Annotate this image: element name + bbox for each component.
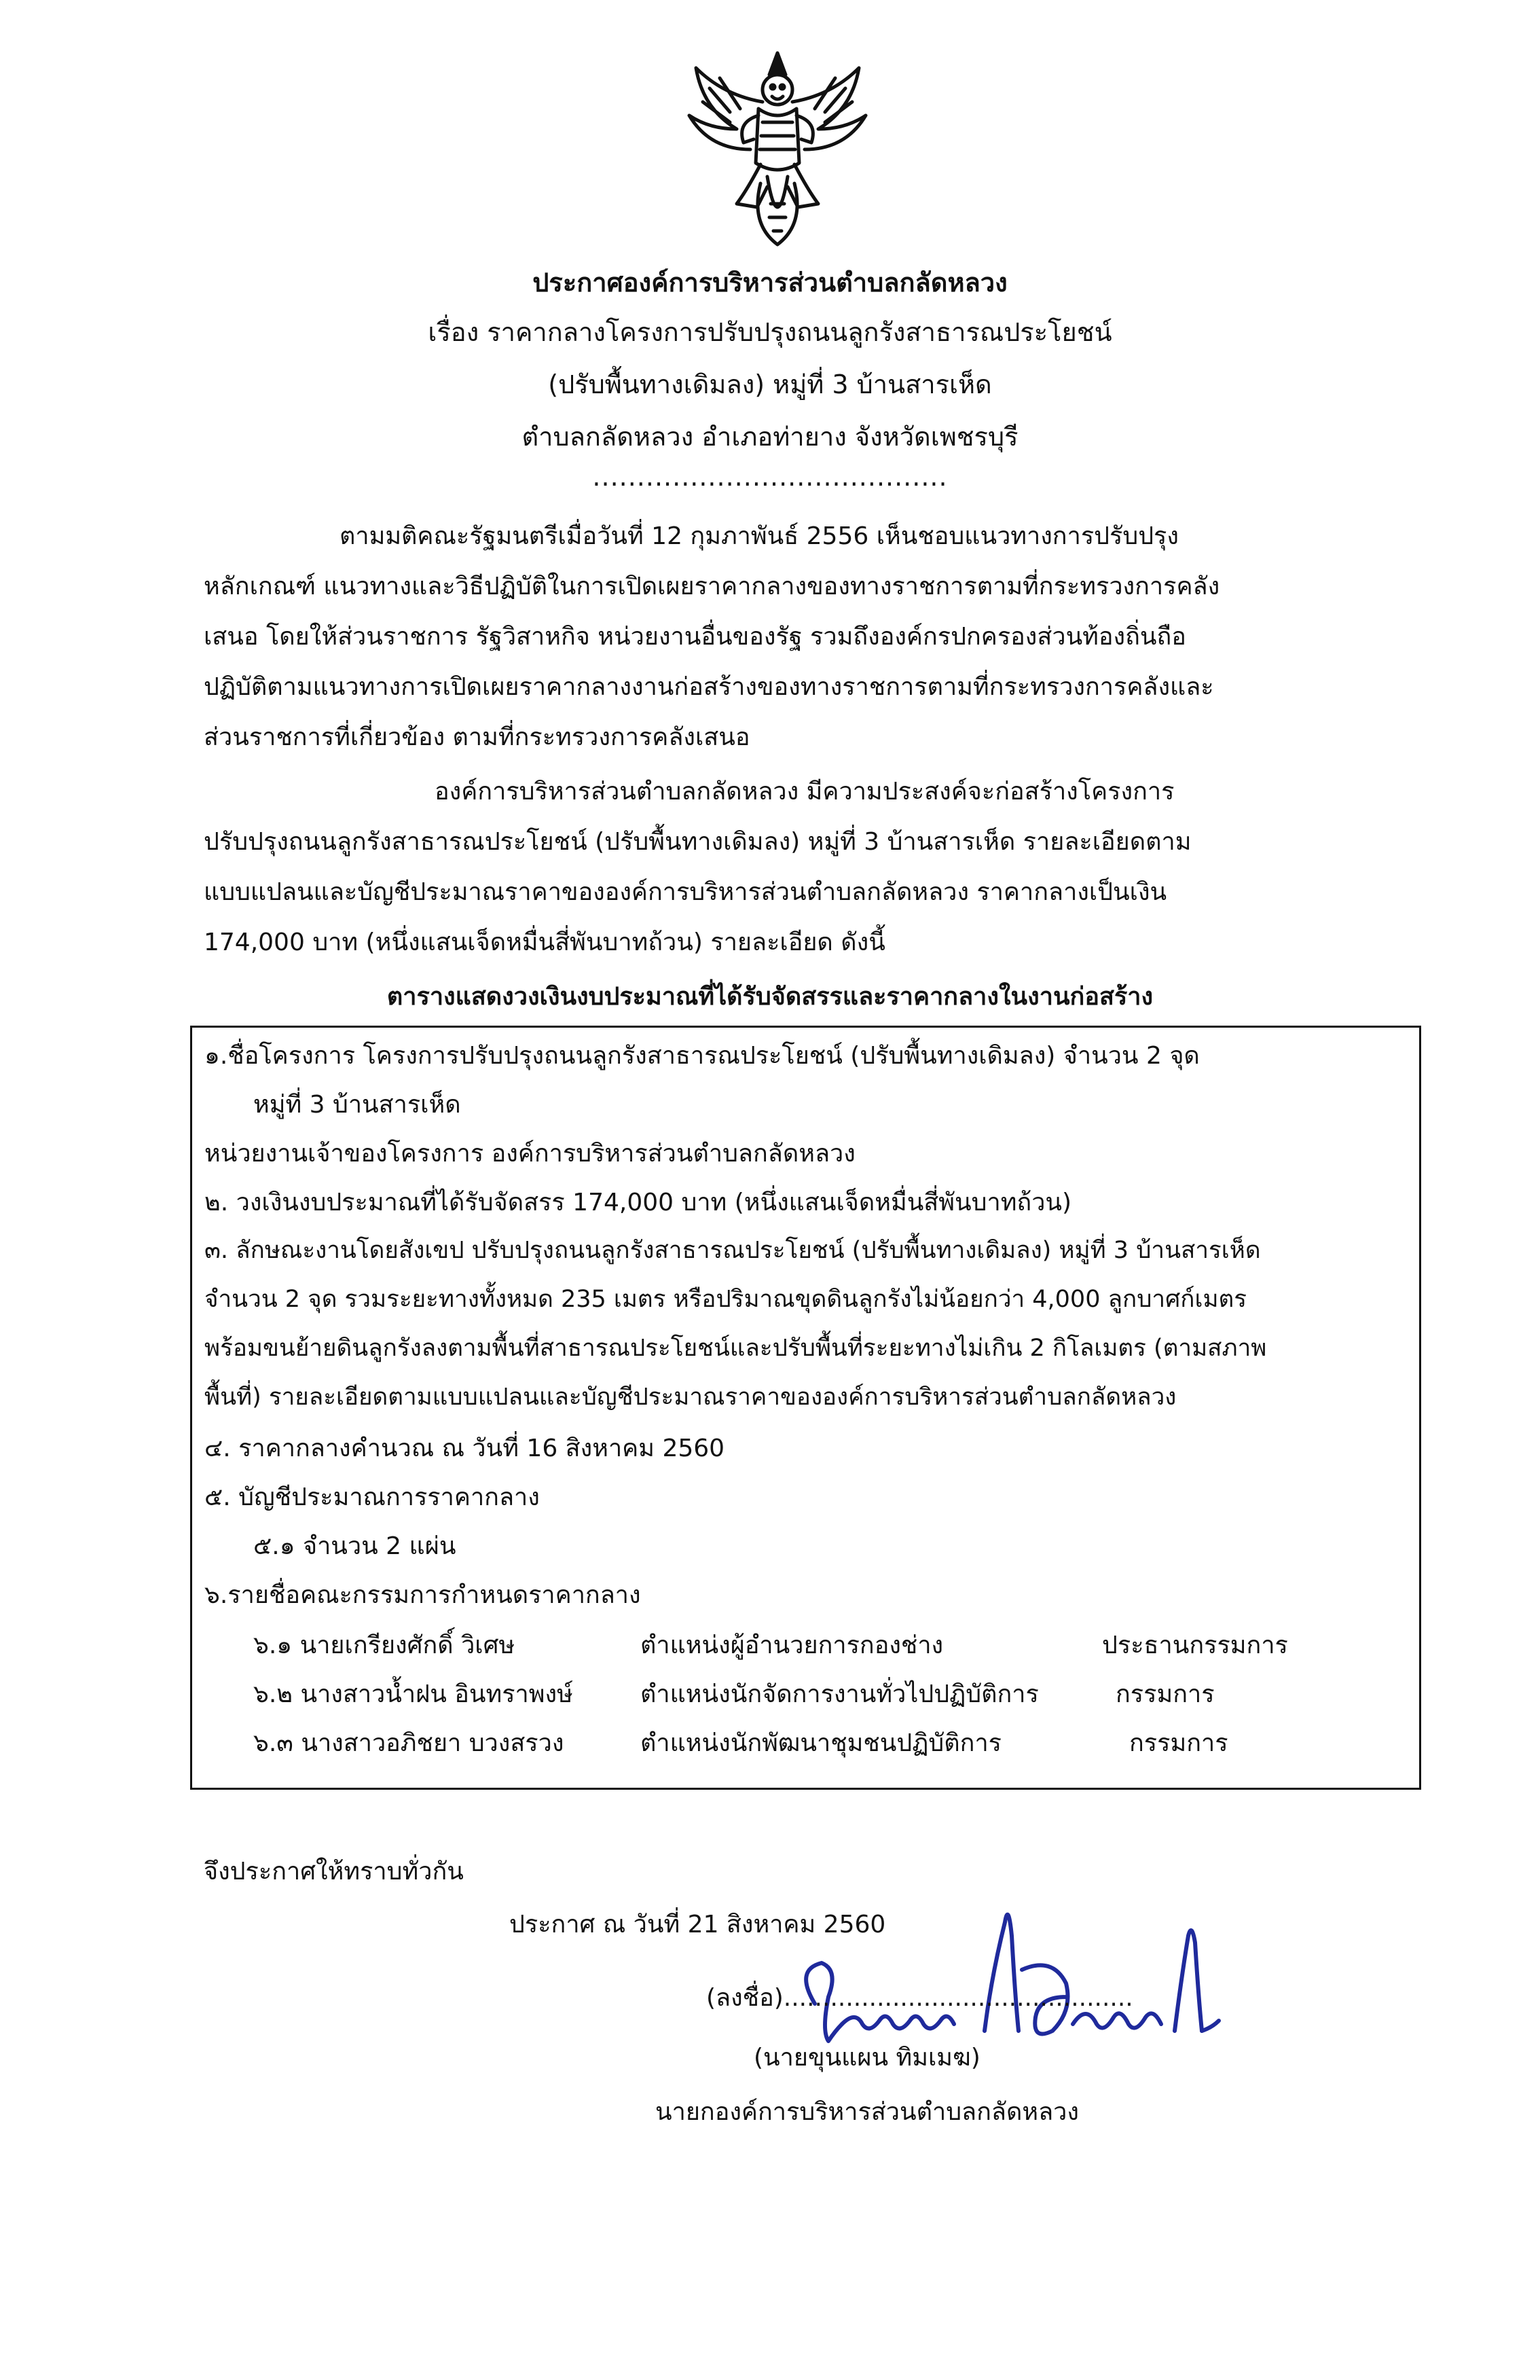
para1-line-3: เสนอ โดยให้ส่วนราชการ รัฐวิสาหกิจ หน่วยงานอื่นของรัฐ รวมถึงองค์กรปกครองส่วนท้องถิ่นถือ bbox=[204, 623, 1186, 651]
announce-date: ประกาศ ณ วันที่ 21 สิงหาคม 2560 bbox=[509, 1911, 886, 1939]
item5-1-sheets: ๕.๑ จำนวน 2 แผ่น bbox=[253, 1532, 456, 1560]
subject-line-2: (ปรับพื้นทางเดิมลง) หมู่ที่ 3 บ้านสารเห็ด bbox=[548, 369, 992, 399]
para2-line-3: แบบแปลนและบัญชีประมาณราคาขององค์การบริหารส่วนตำบลกลัดหลวง ราคากลางเป็นเงิน bbox=[204, 878, 1167, 906]
item3-line-3: พร้อมขนย้ายดินลูกรังลงตามพื้นที่สาธารณประโยชน์และปรับพื้นที่ระยะทางไม่เกิน 2 กิโลเมตร (ตามสภาพ bbox=[204, 1335, 1267, 1362]
para2-line-2: ปรับปรุงถนนลูกรังสาธารณประโยชน์ (ปรับพื้นทางเดิมลง) หมู่ที่ 3 บ้านสารเห็ด รายละเอียดตาม bbox=[204, 828, 1192, 856]
committee-member-role: ประธานกรรมการ bbox=[1102, 1631, 1288, 1659]
item3-line-2: จำนวน 2 จุด รวมระยะทางทั้งหมด 235 เมตร หรือปริมาณขุดดินลูกรังไม่น้อยกว่า 4,000 ลูกบาศก์เมตร bbox=[204, 1286, 1247, 1313]
committee-member-position: ตำแหน่งนักพัฒนาชุมชนปฏิบัติการ bbox=[640, 1729, 1002, 1757]
table-title: ตารางแสดงวงเงินงบประมาณที่ได้รับจัดสรรและราคากลางในงานก่อสร้าง bbox=[386, 983, 1154, 1011]
item4-calc-date: ๔. ราคากลางคำนวณ ณ วันที่ 16 สิงหาคม 2560 bbox=[204, 1435, 725, 1462]
subject-line-3: ตำบลกลัดหลวง อำเภอท่ายาง จังหวัดเพชรบุรี bbox=[521, 422, 1019, 452]
announce-text: จึงประกาศให้ทราบทั่วกัน bbox=[204, 1858, 464, 1886]
budget-table bbox=[190, 1026, 1421, 1790]
para1-line-4: ปฏิบัติตามแนวทางการเปิดเผยราคากลางงานก่อสร้างของทางราชการตามที่กระทรวงการคลังและ bbox=[204, 673, 1214, 701]
item1-line-2: หมู่ที่ 3 บ้านสารเห็ด bbox=[253, 1091, 461, 1119]
item3-line-4: พื้นที่) รายละเอียดตามแบบแปลนและบัญชีประมาณราคาขององค์การบริหารส่วนตำบลกลัดหลวง bbox=[204, 1384, 1177, 1411]
signature-line: (ลงชื่อ)............................................. bbox=[706, 1984, 1133, 2012]
committee-member-name: ๖.๑ นายเกรียงศักดิ์ วิเศษ bbox=[253, 1631, 515, 1659]
committee-member-name: ๖.๒ นางสาวน้ำฝน อินทราพงษ์ bbox=[253, 1680, 573, 1708]
item6-committee: ๖.รายชื่อคณะกรรมการกำหนดราคากลาง bbox=[204, 1581, 641, 1609]
committee-member-position: ตำแหน่งนักจัดการงานทั่วไปปฏิบัติการ bbox=[640, 1680, 1039, 1708]
item1-line-1: ๑.ชื่อโครงการ โครงการปรับปรุงถนนลูกรังสาธารณประโยชน์ (ปรับพื้นทางเดิมลง) จำนวน 2 จุด bbox=[204, 1042, 1200, 1070]
item5-estimate: ๕. บัญชีประมาณการราคากลาง bbox=[204, 1483, 540, 1511]
committee-member-name: ๖.๓ นางสาวอภิชยา บวงสรวง bbox=[253, 1729, 564, 1757]
header-divider: ........................................ bbox=[592, 462, 948, 492]
committee-member-role: กรรมการ bbox=[1116, 1680, 1215, 1708]
signer-name: (นายขุนแผน ทิมเมฆ) bbox=[754, 2044, 980, 2072]
para1-line-5: ส่วนราชการที่เกี่ยวข้อง ตามที่กระทรวงการคลังเสนอ bbox=[204, 723, 750, 751]
item3-line-1: ๓. ลักษณะงานโดยสังเขป ปรับปรุงถนนลูกรังสาธารณประโยชน์ (ปรับพื้นทางเดิมลง) หมู่ที่ 3 บ้านสารเห็ด bbox=[204, 1237, 1261, 1264]
signer-title: นายกองค์การบริหารส่วนตำบลกลัดหลวง bbox=[655, 2098, 1079, 2126]
committee-member-role: กรรมการ bbox=[1129, 1729, 1228, 1757]
item2-budget: ๒. วงเงินงบประมาณที่ได้รับจัดสรร 174,000 บาท (หนึ่งแสนเจ็ดหมื่นสี่พันบาทถ้วน) bbox=[204, 1189, 1072, 1216]
subject-line-1: เรื่อง ราคากลางโครงการปรับปรุงถนนลูกรังสาธารณประโยชน์ bbox=[428, 317, 1112, 347]
committee-member-position: ตำแหน่งผู้อำนวยการกองช่าง bbox=[640, 1631, 944, 1659]
para2-line-4: 174,000 บาท (หนึ่งแสนเจ็ดหมื่นสี่พันบาทถ้วน) รายละเอียด ดังนี้ bbox=[204, 928, 885, 956]
para1-line-1: ตามมติคณะรัฐมนตรีเมื่อวันที่ 12 กุมภาพันธ์ 2556 เห็นชอบแนวทางการปรับปรุง bbox=[340, 522, 1179, 550]
para2-line-1: องค์การบริหารส่วนตำบลกลัดหลวง มีความประสงค์จะก่อสร้างโครงการ bbox=[435, 778, 1175, 806]
para1-line-2: หลักเกณฑ์ แนวทางและวิธีปฏิบัติในการเปิดเผยราคากลางของทางราชการตามที่กระทรวงการคลัง bbox=[204, 573, 1220, 600]
document-title: ประกาศองค์การบริหารส่วนตำบลกลัดหลวง bbox=[532, 268, 1008, 298]
project-owner: หน่วยงานเจ้าของโครงการ องค์การบริหารส่วนตำบลกลัดหลวง bbox=[204, 1140, 856, 1168]
garuda-emblem-icon bbox=[682, 48, 873, 251]
